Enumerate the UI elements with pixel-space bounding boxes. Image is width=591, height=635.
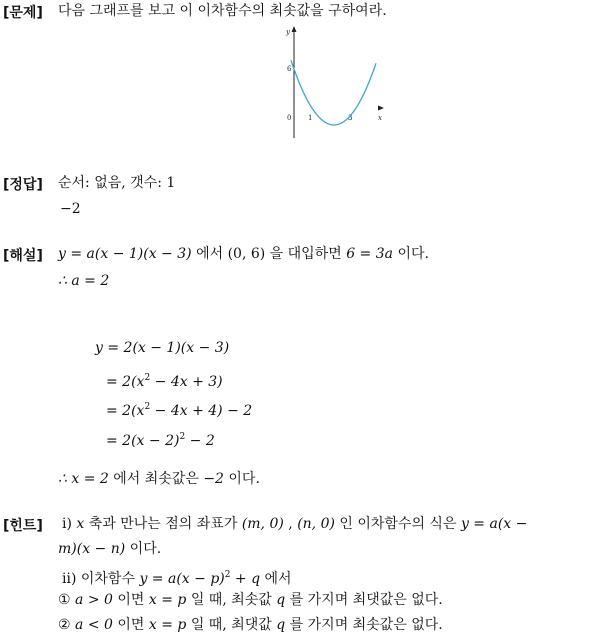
solution-word1: 에서	[196, 246, 224, 262]
graph-y-arrow	[292, 26, 297, 32]
case1-text3: 를 가지며 최댓값은 없다.	[289, 592, 443, 608]
hint-ii-number: ⅱ)	[62, 571, 77, 587]
solution-word2: 을 대입하면	[269, 246, 342, 262]
hint-i-line	[62, 515, 527, 533]
conclusion-eq: ∴ x = 2	[58, 471, 109, 487]
case2-text3: 를 가지며 최솟값은 없다.	[289, 617, 443, 633]
conclusion-word1: 에서 최솟값은	[113, 471, 199, 487]
case1-text2: 일 때, 최솟값	[190, 592, 272, 608]
hint-i-line2	[58, 540, 161, 558]
hint-ii-text2: 에서	[264, 571, 292, 587]
solution-line2: ∴ a = 2	[58, 273, 110, 289]
hint-i-x: x	[76, 516, 85, 532]
hint-i-eq-cont: m)(x − n)	[58, 541, 126, 557]
solution-step-2: = $2(x^2 - 4x + 3)$	[106, 373, 223, 390]
graph-x-arrow	[378, 106, 384, 111]
hint-i-text3: 이다.	[129, 541, 162, 557]
case2-condition: a < 0	[75, 617, 113, 633]
hint-i-text1: 축과 만나는 점의 좌표가	[88, 516, 238, 532]
parabola-graph	[280, 24, 390, 139]
hint-i-text2: 인 이차함수의 식은	[339, 516, 457, 532]
solution-conclusion	[58, 470, 260, 488]
case2-number: ②	[58, 617, 71, 633]
case1-number: ①	[58, 592, 71, 608]
hint-i-point-m: (m, 0)	[241, 516, 284, 532]
graph-x-tick-3: 3	[348, 114, 353, 122]
case2-q: q	[276, 617, 286, 633]
case1-condition: a > 0	[75, 592, 113, 608]
hint-i-number: ⅰ)	[62, 516, 72, 532]
hint-case-1	[58, 591, 443, 609]
answer-line1: 순서: 없음, 갯수: 1	[58, 175, 176, 191]
solution-point: (0, 6)	[227, 246, 266, 262]
answer-label: [정답]	[3, 177, 43, 193]
solution-eq2: 6 = 3a	[346, 246, 393, 262]
hint-i-point-n: (n, 0)	[297, 516, 335, 532]
graph-y-intercept-label: 6	[287, 65, 292, 73]
solution-step-4: = $2(x - 2)^2 - 2$	[106, 432, 215, 449]
solution-label: [해설]	[3, 248, 43, 264]
solution-step-3: = $2(x^2 - 4x + 4) - 2$	[106, 402, 253, 419]
solution-eq1: y = a(x − 1)(x − 3)	[58, 246, 192, 262]
conclusion-value: −2	[203, 471, 224, 487]
hint-ii-eq: $y = a(x - p)^2 + q$	[139, 570, 261, 587]
hint-case-2	[58, 616, 443, 634]
problem-label: [문제]	[3, 5, 43, 21]
graph-origin-label: 0	[287, 114, 292, 122]
conclusion-word2: 이다.	[228, 471, 260, 487]
solution-line1	[58, 245, 429, 263]
hint-i-eq: y = a(x −	[460, 516, 528, 532]
answer-line2: −2	[60, 201, 81, 217]
hint-ii-line	[62, 566, 292, 588]
parabola-curve	[291, 60, 376, 125]
case2-text1: 이면	[117, 617, 145, 633]
solution-word3: 이다.	[397, 246, 429, 262]
hint-i-comma: ,	[288, 516, 293, 532]
hint-ii-text1: 이차함수	[80, 571, 135, 587]
problem-question: 다음 그래프를 보고 이 이차함수의 최솟값을 구하여라.	[58, 3, 387, 19]
case2-text2: 일 때, 최댓값	[190, 617, 272, 633]
case1-text1: 이면	[117, 592, 145, 608]
case1-xp: x = p	[148, 592, 187, 608]
solution-step-1: y = 2(x − 1)(x − 3)	[95, 340, 230, 356]
graph-y-label: y	[286, 28, 290, 36]
case1-q: q	[276, 592, 286, 608]
hint-label: [힌트]	[3, 518, 43, 534]
graph-x-tick-1: 1	[308, 114, 313, 122]
graph-x-label: x	[378, 114, 382, 122]
case2-xp: x = p	[148, 617, 187, 633]
